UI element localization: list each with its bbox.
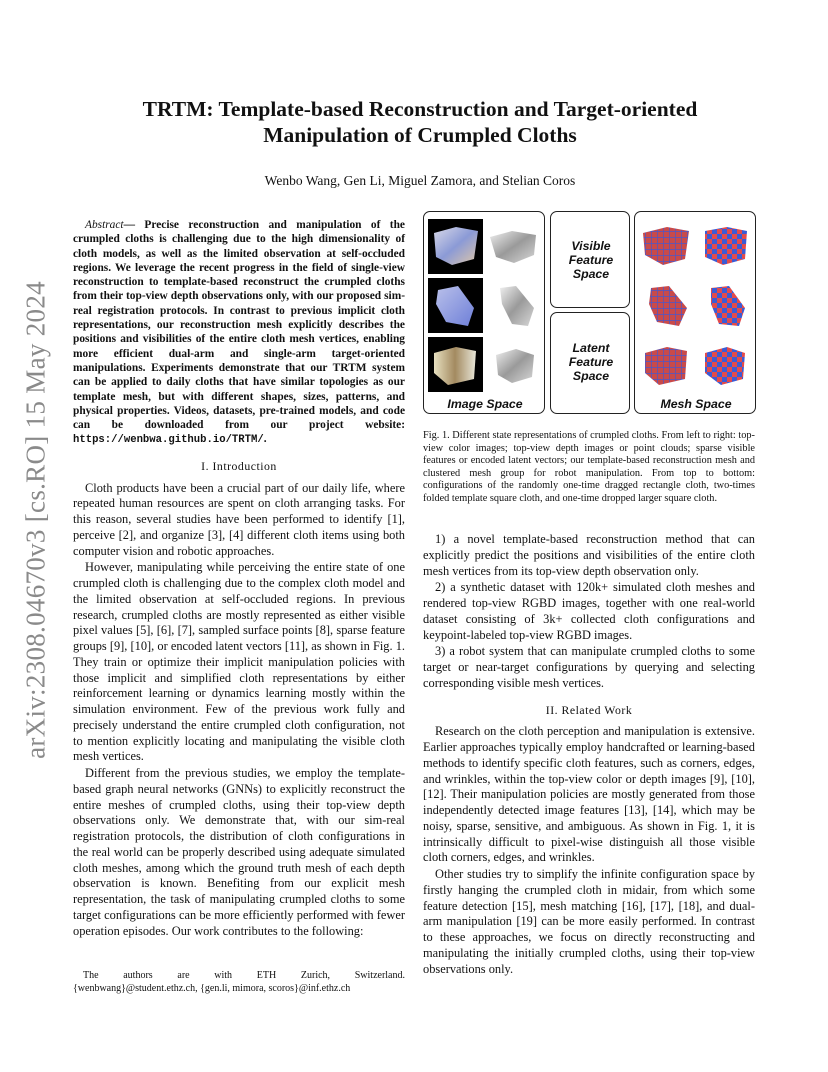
figure-1-caption: Fig. 1. Different state representations of crumpled cloths. From left to right: top-view color images; top-view depth images or point clouds; sparse visible features or encoded latent vectors; our template-based reconstruction mesh and clustered mesh group for robot manipulation. From top to bottom: configurations of the randomly one-time dragged rectangle cloth, two-times folded template square cloth, and one-time dropped larger square cloth. — [423, 430, 755, 504]
label-mesh-space: Mesh Space — [660, 397, 732, 411]
mesh-thumb-1 — [639, 219, 694, 274]
related-paragraph-2: Other studies try to simplify the infinite configuration space by firstly hanging the crumpled cloth in midair, from which some feature detection [15], mesh matching [16], [17], [18], and dual-arm manipulation [19] can be more easily performed. In contrast to these approaches, we focus on directly reconstructing and manipulating the initially crumpled cloths, using their top-view observations only. — [423, 867, 755, 976]
mesh-thumb-2 — [639, 278, 694, 333]
mesh-cluster-thumb-1 — [697, 219, 752, 274]
color-image-thumb-3 — [428, 337, 483, 392]
footnote-word: ETH — [256, 970, 277, 981]
intro-paragraph-3: Different from the previous studies, we employ the template-based graph neural networks (GNNs) to explicitly reconstruct the entire meshes of crumpled cloths, using their top-view depth observations only. We demonstrate that, with our sim-real registration protocols, the distribution of cloth configurations in the real world can be properly described using adequate simulated cloth meshes, among which the ground truth mesh of each depth observation is known. Benefiting from our explicit mesh representation, the task of manipulating crumpled cloths to some target configurations can be more efficiently performed with fewer operation episodes. Our work contributes to the following: — [73, 766, 405, 938]
footnote-emails: {wenbwang}@student.ethz.ch, {gen.li, mimora, scoros}@inf.ethz.ch — [73, 982, 351, 994]
visible-feature-panel — [550, 211, 630, 308]
title-line-2: Manipulation of Crumpled Cloths — [263, 123, 577, 147]
paper-title — [90, 96, 750, 148]
arxiv-identifier: arXiv:2308.04670v3 [cs.RO] 15 May 2024 — [20, 281, 51, 759]
footnote-line-1 — [73, 970, 405, 983]
abstract-body: — Precise reconstruction and manipulation of the crumpled cloths is challenging due to the high dimensionality of cloth models, as well as the limited observation at self-occluded regions. We leverage the recent progress in the field of single-view reconstruction to template-based reconstruct the crumpled cloths from their top-view depth observations only, with our proposed sim-real registration protocols. In contrast to previous implicit cloth representations, our reconstruction mesh explicitly describes the positions and visibilities of the entire cloth mesh vertices, enabling more efficient dual-arm and single-arm target-oriented manipulations. Experiments demonstrate that our TRTM system can be applied to daily cloths that have similar topologies as our template mesh, but with different shapes, sizes, patterns, and physical properties. Videos, datasets, pre-trained models, and code can be downloaded from our project website: — [73, 219, 405, 432]
footnote-word: authors — [123, 970, 153, 981]
related-paragraph-1: Research on the cloth perception and manipulation is extensive. Earlier approaches typically employ handcrafted or learning-based methods to identify specific cloth features, such as corners, edges, and wrinkles, within the top-view color or depth images [9], [10], [12]. Their manipulation policies are mostly generated from those independently detected image features [13], [14], which may be noisy, sparse, sensitive, and ambiguous. As shown in Fig. 1, it is intrinsically difficult to pixel-wise distinguish all those visible cloth corners, edges, and wrinkles. — [423, 724, 755, 865]
intro-paragraph-1: Cloth products have been a crucial part of our daily life, where repeated human resources are spent on cloth arranging tasks. For this reason, several studies have been performed to identify [1], perceive [2], and organize [3], [4] different cloth items using both computer vision and robotic approaches. — [73, 480, 405, 558]
color-image-thumb-1 — [428, 219, 483, 274]
abstract-lead: Abstract — [85, 219, 124, 231]
arxiv-sidebar — [18, 275, 54, 765]
footnote — [73, 970, 405, 995]
related-work-heading: II. Related Work — [545, 702, 633, 717]
footnote-word: Switzerland. — [354, 970, 405, 981]
footnote-word: with — [214, 970, 233, 981]
contribution-2: 2) a synthetic dataset with 120k+ simulated cloth meshes and rendered top-view RGBD images, together with one real-world dataset consisting of 3k+ collected cloth configurations and keypoint-labeled top-view RGBD images. — [423, 580, 755, 642]
intro-heading: I. Introduction — [201, 458, 277, 473]
title-line-1: TRTM: Template-based Reconstruction and Target-oriented — [142, 97, 698, 121]
color-image-thumb-2 — [428, 278, 483, 333]
mesh-thumb-3 — [639, 337, 694, 392]
latent-feature-panel — [550, 312, 630, 414]
right-column — [423, 532, 755, 977]
figure-1 — [423, 211, 756, 414]
intro-paragraph-2: However, manipulating while perceiving the entire state of one crumpled cloth is challenging due to the complex cloth model and the limited observation at self-occluded regions. In previous research, crumpled cloths are mostly represented as either visible pixel values [5], [6], [7], sampled surface points [8], sparse feature groups [9], [10], or encoded latent vectors [11], as shown in Fig. 1. They train or optimize their implicit manipulation policies with those implicit and simplified cloth representations by either reinforcement learning or dynamics learning mostly within the simulation environment. Few of the previous work fully and precisely understand the entire crumpled cloth configuration, not to mention explicitly locating and manipulating the visible cloth mesh vertices. — [73, 560, 405, 764]
abstract — [73, 218, 405, 448]
label-latent-feature: Latent Feature Space — [568, 341, 614, 383]
label-visible-feature: Visible Feature Space — [568, 239, 614, 281]
contribution-1: 1) a novel template-based reconstruction method that can explicitly predict the positions and visibilities of the entire cloth mesh vertices from its top-view depth observation only. — [423, 532, 755, 578]
mesh-cluster-thumb-3 — [697, 337, 752, 392]
footnote-word: are — [177, 970, 190, 981]
label-image-space: Image Space — [447, 397, 523, 411]
depth-image-thumb-2 — [486, 278, 541, 333]
depth-image-thumb-1 — [486, 219, 541, 274]
contribution-3: 3) a robot system that can manipulate crumpled cloths to some target or near-target configurations by querying and selecting corresponding visible mesh vertices. — [423, 644, 755, 690]
project-url[interactable]: https://wenbwa.github.io/TRTM/ — [73, 434, 264, 447]
footnote-word: Zurich, — [300, 970, 331, 981]
depth-image-thumb-3 — [486, 337, 541, 392]
abstract-end: . — [263, 433, 267, 446]
mesh-space-panel — [634, 211, 756, 414]
image-space-panel — [423, 211, 545, 414]
mesh-cluster-thumb-2 — [697, 278, 752, 333]
footnote-word: The — [83, 970, 99, 981]
author-list: Wenbo Wang, Gen Li, Miguel Zamora, and Stelian Coros — [264, 173, 576, 188]
left-column — [73, 218, 405, 939]
